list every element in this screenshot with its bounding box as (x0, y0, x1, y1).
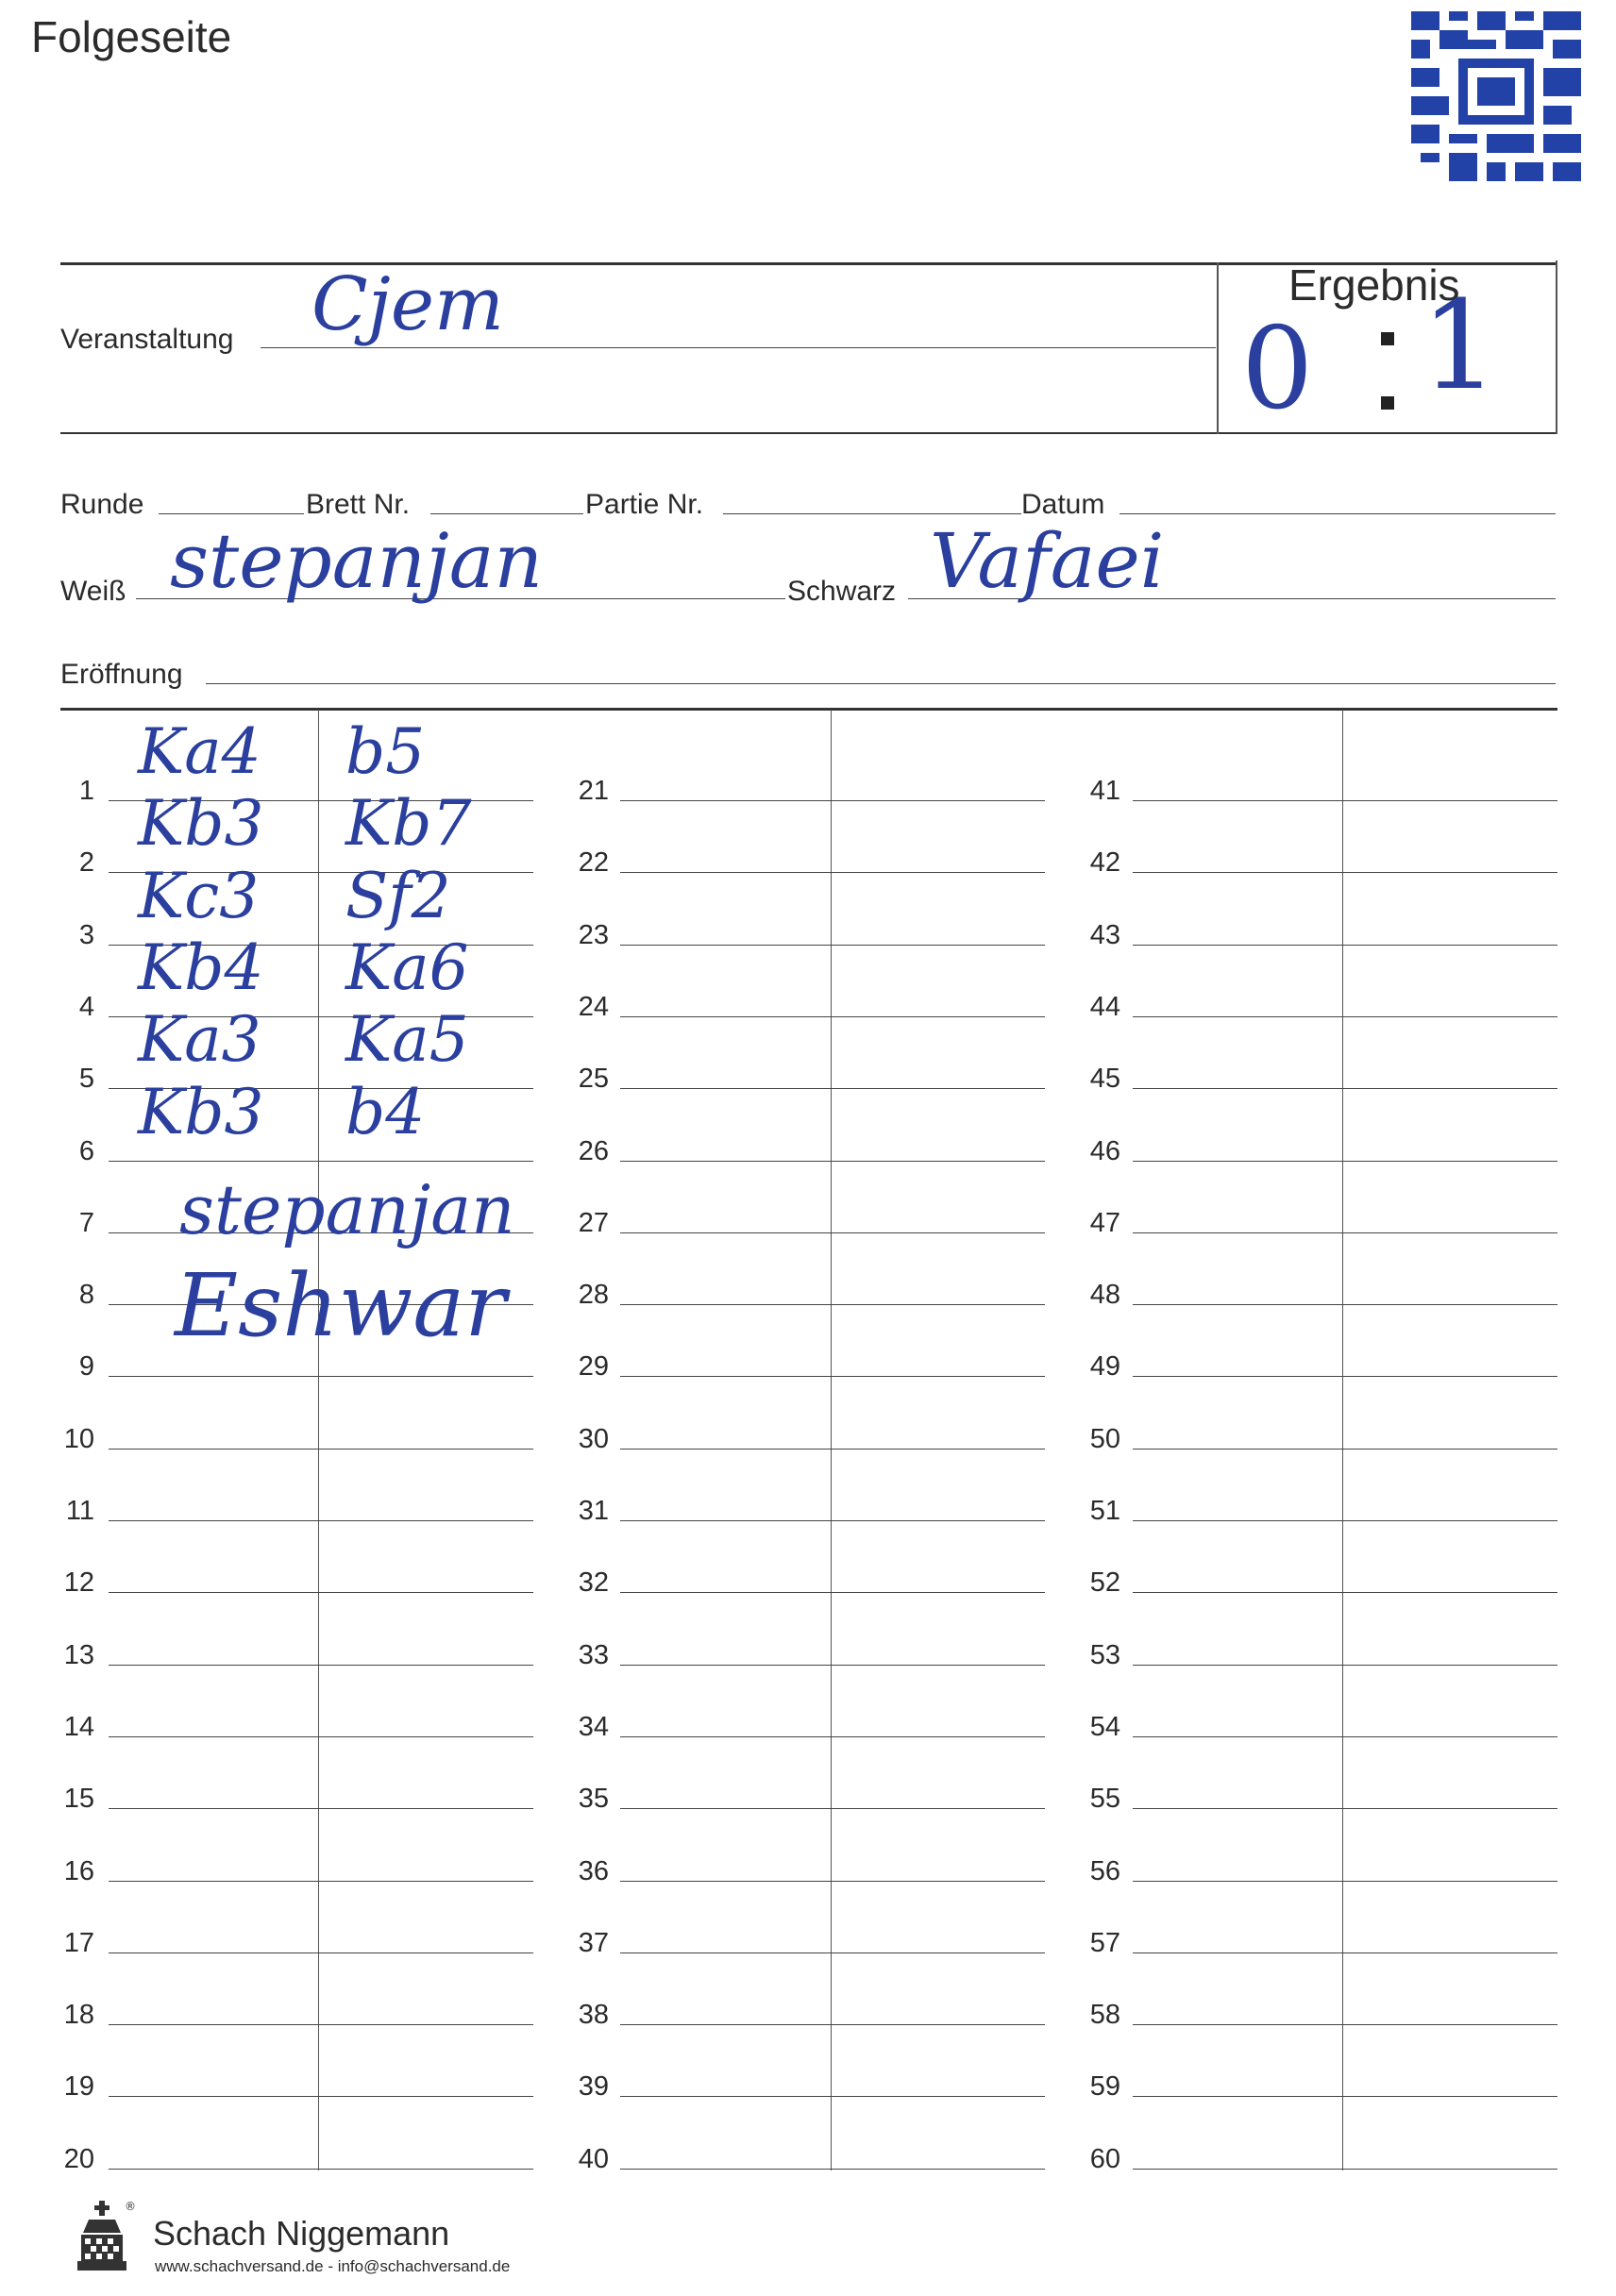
move-number: 39 (578, 2071, 609, 2102)
move-line (1133, 1161, 1557, 1162)
move-number: 4 (78, 992, 94, 1022)
move-number: 51 (1089, 1496, 1120, 1526)
move-number: 57 (1089, 1928, 1120, 1958)
black-label: Schwarz (787, 576, 897, 607)
footer-contact: www.schachversand.de - info@schachversand.de (155, 2257, 511, 2275)
move-line (1133, 1881, 1557, 1882)
move-number: 33 (578, 1640, 609, 1670)
move-number: 11 (65, 1496, 94, 1526)
opening-line (206, 683, 1556, 684)
move-number: 47 (1089, 1208, 1120, 1238)
white-move: Kb3 (138, 1076, 264, 1148)
event-label: Veranstaltung (60, 324, 234, 355)
move-number: 52 (1089, 1567, 1120, 1598)
move-line (620, 1016, 1045, 1017)
move-line (620, 945, 1045, 946)
board-label: Brett Nr. (306, 489, 411, 520)
board-line (430, 513, 583, 514)
move-number: 45 (1089, 1064, 1120, 1094)
date-line (1119, 513, 1556, 514)
result-box-right-edge (1556, 260, 1557, 434)
move-line (1133, 1520, 1557, 1521)
move-line (109, 2169, 533, 2170)
result-white-score: 0 (1241, 304, 1314, 435)
move-number: 46 (1089, 1136, 1120, 1166)
black-move: Kb7 (345, 787, 472, 860)
move-number: 6 (78, 1136, 94, 1166)
move-line (1133, 800, 1557, 801)
black-move: Ka6 (345, 931, 469, 1004)
move-line (109, 1665, 533, 1666)
white-move: Kc3 (138, 860, 260, 932)
column-divider-2 (831, 710, 832, 2170)
game-label: Partie Nr. (585, 489, 704, 520)
move-line (109, 1449, 533, 1450)
move-number: 44 (1089, 992, 1120, 1022)
move-number: 56 (1089, 1856, 1120, 1886)
white-player-name: stepanjan (170, 517, 543, 605)
move-number: 32 (578, 1567, 609, 1598)
black-move: b5 (345, 715, 426, 788)
result-colon-dot-bottom (1381, 396, 1394, 410)
move-line (620, 1808, 1045, 1809)
move-number: 5 (78, 1064, 94, 1094)
move-line (1133, 1592, 1557, 1593)
move-line (1133, 1088, 1557, 1089)
move-line (620, 1304, 1045, 1305)
move-line (1133, 1665, 1557, 1666)
move-line (620, 1952, 1045, 1953)
move-line (1133, 945, 1557, 946)
move-line (109, 2024, 533, 2025)
move-line (1133, 2169, 1557, 2170)
signature-white: stepanjan (179, 1170, 515, 1249)
result-black-score: 1 (1421, 274, 1499, 417)
result-colon-dot-top (1381, 332, 1394, 345)
black-move: Ka5 (345, 1003, 469, 1076)
move-line (109, 1881, 533, 1882)
move-line (109, 1592, 533, 1593)
move-number: 14 (63, 1712, 94, 1742)
black-move: Sf2 (345, 860, 451, 932)
move-line (1133, 1376, 1557, 1377)
move-number: 55 (1089, 1784, 1120, 1814)
move-number: 25 (578, 1064, 609, 1094)
move-number: 15 (63, 1784, 94, 1814)
move-line (109, 1520, 533, 1521)
move-number: 42 (1089, 847, 1120, 878)
white-label: Weiß (60, 576, 126, 607)
move-number: 13 (63, 1640, 94, 1670)
move-number: 59 (1089, 2071, 1120, 2102)
move-number: 48 (1089, 1280, 1120, 1310)
move-number: 30 (578, 1424, 609, 1454)
moves-table-top-rule (60, 708, 1557, 711)
move-number: 29 (578, 1351, 609, 1382)
move-number: 24 (578, 992, 609, 1022)
move-line (1133, 2096, 1557, 2097)
move-number: 19 (63, 2071, 94, 2102)
move-number: 16 (63, 1856, 94, 1886)
move-line (620, 2096, 1045, 2097)
white-move: Kb3 (138, 787, 264, 860)
round-label: Runde (60, 489, 144, 520)
column-divider-1 (318, 710, 319, 2170)
move-line (620, 1881, 1045, 1882)
move-line (1133, 1952, 1557, 1953)
move-number: 38 (578, 2000, 609, 2030)
move-number: 41 (1089, 776, 1120, 806)
signature-black: Eshwar (175, 1255, 507, 1356)
date-label: Datum (1021, 489, 1105, 520)
event-line (261, 347, 1216, 348)
move-line (109, 1952, 533, 1953)
move-number: 36 (578, 1856, 609, 1886)
white-move: Ka4 (138, 715, 261, 788)
move-number: 35 (578, 1784, 609, 1814)
move-number: 58 (1089, 2000, 1120, 2030)
white-move: Kb4 (138, 931, 264, 1004)
move-line (1133, 1736, 1557, 1737)
move-number: 40 (578, 2144, 609, 2174)
game-line (723, 513, 1021, 514)
white-move: Ka3 (138, 1003, 261, 1076)
header-bottom-rule (60, 432, 1557, 434)
footer-brand: Schach Niggemann (153, 2214, 450, 2253)
move-line (620, 1592, 1045, 1593)
move-line (620, 1736, 1045, 1737)
event-value: Cjem (311, 262, 504, 347)
move-line (1133, 1232, 1557, 1233)
move-line (109, 2096, 533, 2097)
move-line (620, 1376, 1045, 1377)
move-number: 53 (1089, 1640, 1120, 1670)
result-box-divider (1217, 262, 1219, 434)
move-number: 17 (63, 1928, 94, 1958)
black-move: b4 (345, 1076, 426, 1148)
move-line (620, 1161, 1045, 1162)
move-number: 31 (578, 1496, 609, 1526)
move-number: 28 (578, 1280, 609, 1310)
move-number: 18 (63, 2000, 94, 2030)
move-number: 34 (578, 1712, 609, 1742)
move-line (620, 1449, 1045, 1450)
opening-label: Eröffnung (60, 659, 183, 690)
move-number: 20 (63, 2144, 94, 2174)
move-number: 54 (1089, 1712, 1120, 1742)
move-number: 49 (1089, 1351, 1120, 1382)
page-title: Folgeseite (31, 12, 232, 61)
move-number: 60 (1089, 2144, 1120, 2174)
move-number: 23 (578, 920, 609, 950)
move-line (1133, 1449, 1557, 1450)
column-divider-3 (1342, 710, 1343, 2170)
move-number: 22 (578, 847, 609, 878)
move-line (620, 2024, 1045, 2025)
move-line (620, 2169, 1045, 2170)
move-number: 1 (78, 776, 94, 806)
move-line (1133, 2024, 1557, 2025)
move-line (620, 872, 1045, 873)
qr-code-icon (1411, 11, 1581, 181)
move-line (620, 1520, 1045, 1521)
move-line (1133, 1016, 1557, 1017)
move-number: 10 (63, 1424, 94, 1454)
move-line (109, 1808, 533, 1809)
move-number: 2 (78, 847, 94, 878)
black-player-name: Vafaei (930, 517, 1165, 605)
move-line (109, 1161, 533, 1162)
move-line (1133, 872, 1557, 873)
move-number: 37 (578, 1928, 609, 1958)
chess-king-logo-icon (68, 2199, 136, 2276)
move-number: 50 (1089, 1424, 1120, 1454)
move-number: 3 (78, 920, 94, 950)
move-number: 27 (578, 1208, 609, 1238)
move-line (1133, 1808, 1557, 1809)
move-line (109, 1376, 533, 1377)
result-label: Ergebnis (1288, 260, 1460, 310)
move-line (109, 1736, 533, 1737)
move-number: 21 (578, 776, 609, 806)
move-number: 7 (78, 1208, 94, 1238)
round-line (159, 513, 304, 514)
move-line (1133, 1304, 1557, 1305)
move-line (620, 1232, 1045, 1233)
move-number: 43 (1089, 920, 1120, 950)
move-number: 26 (578, 1136, 609, 1166)
move-number: 12 (63, 1567, 94, 1598)
svg-text:®: ® (125, 2200, 136, 2213)
move-line (620, 1665, 1045, 1666)
move-line (620, 1088, 1045, 1089)
move-line (620, 800, 1045, 801)
move-number: 8 (78, 1280, 94, 1310)
move-number: 9 (78, 1351, 94, 1382)
